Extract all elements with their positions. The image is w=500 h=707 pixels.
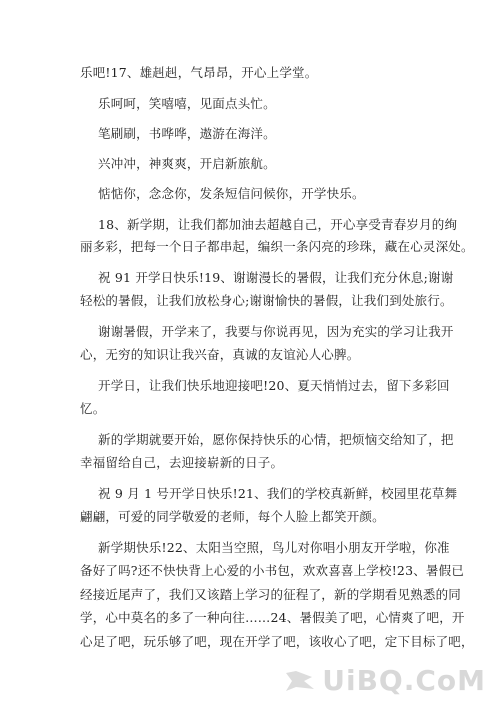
text-line: 18、新学期，让我们都加油去超越自己，开心享受青春岁月的绚 xyxy=(98,217,458,232)
watermark xyxy=(282,664,486,697)
text-line: 翩翩，可爱的同学敬爱的老师，每个人脸上都笑开颜。 xyxy=(80,509,385,524)
text-line: 祝 91 开学日快乐!19、谢谢漫长的暑假，让我们充分休息;谢谢 xyxy=(98,270,454,285)
text-line: 乐吧!17、雄赳赳，气昂昂，开心上学堂。 xyxy=(80,65,318,80)
text-line: 学，心中莫名的多了一种向往……24、暑假美了吧，心情爽了吧，开 xyxy=(80,610,465,625)
text-line: 开学日，让我们快乐地迎接吧!20、夏天悄悄过去，留下多彩回 xyxy=(98,378,450,393)
watermark-logo-icon xyxy=(282,667,318,695)
text-line: 幸福留给自己，去迎接崭新的日子。 xyxy=(80,455,284,470)
text-line: 新学期快乐!22、太阳当空照，鸟儿对你唱小朋友开学啦，你准 xyxy=(98,540,450,555)
watermark-text: UiBQ.CoM xyxy=(322,664,486,697)
text-line: 祝 9 月 1 号开学日快乐!21、我们的学校真新鲜，校园里花草舞 xyxy=(98,486,458,501)
text-line: 乐呵呵，笑嘻嘻，见面点头忙。 xyxy=(98,96,276,111)
text-line: 心，无穷的知识让我兴奋，真诚的友谊沁人心脾。 xyxy=(80,347,360,362)
text-line: 丽多彩，把每一个日子都串起，编织一条闪亮的珍珠，藏在心灵深处。 xyxy=(80,239,474,254)
text-line: 谢谢暑假，开学来了，我要与你说再见，因为充实的学习让我开 xyxy=(98,324,454,339)
text-line: 轻松的暑假，让我们放松身心;谢谢愉快的暑假，让我们到处旅行。 xyxy=(80,293,453,308)
text-line: 新的学期就要开始，愿你保持快乐的心情，把烦恼交给知了，把 xyxy=(98,432,454,447)
text-line: 心足了吧，玩乐够了吧，现在开学了吧，该收心了吧，定下目标了吧， xyxy=(80,634,474,649)
text-line: 惦惦你，念念你，发条短信问候你，开学快乐。 xyxy=(98,186,365,201)
text-line: 笔刷刷，书哗哗，遨游在海洋。 xyxy=(98,126,276,141)
text-line: 经接近尾声了，我们又该踏上学习的征程了，新的学期看见熟悉的同 xyxy=(80,587,462,602)
text-line: 忆。 xyxy=(80,401,106,416)
text-line: 兴冲冲，神爽爽，开启新旅航。 xyxy=(98,156,276,171)
text-line: 备好了吗?还不快快背上心爱的小书包，欢欢喜喜上学校!23、暑假已 xyxy=(80,563,465,578)
